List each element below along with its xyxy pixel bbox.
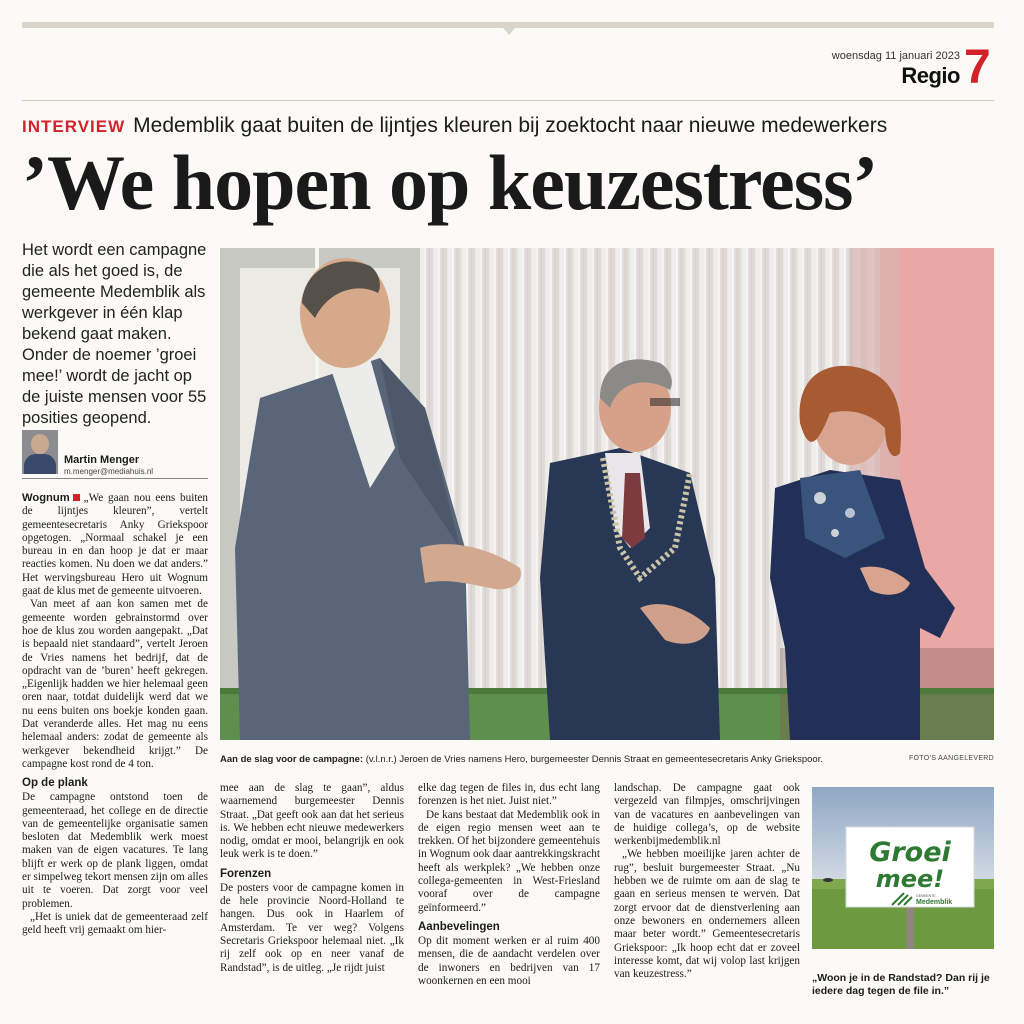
body-column-1 [22,492,208,938]
body-column-4 [614,782,800,981]
body-paragraph: De kans bestaat dat Medemblik ook in de eigen regio mensen weet aan te trekken. Of het bijzondere gemeentehuis in Wognum ook daar aantrekkingskracht heeft als werkplek? „We hebben onze collega-gemeenten in West-Friesland vooraf over de campagne geïnformeerd.” [418,808,600,914]
sign-photo-caption: „Woon je in de Randstad? Dan rij je iedere dag tegen de file in.” [812,972,990,997]
photo-caption: Aan de slag voor de campagne: (v.l.n.r.) Jeroen de Vries namens Hero, burgemeester Dennis Straat en gemeentesecretaris Anky Griekspoor. [220,754,823,765]
main-photo [220,248,994,740]
body-paragraph: „Het is uniek dat de gemeenteraad zelf geld heeft vrij gemaakt om hier- [22,910,208,937]
kicker-tag: INTERVIEW [22,117,126,136]
dateline-marker [73,494,80,501]
body-paragraph: landschap. De campagne gaat ook vergezeld van filmpjes, omschrijvingen van de vacatures en aanbevelingen van de huidige collega’s, op de website werkenbijmedemblik.nl [614,782,800,848]
sign-org: Medemblik [916,899,953,906]
body-paragraph: elke dag tegen de files in, dus echt lang forenzen is het niet. Juist niet.” [418,782,600,808]
body-paragraph: Wognum „We gaan nou eens buiten de lijntjes kleuren”, vertelt gemeentesecretaris Anky Griekspoor opgetogen. „Normaal schakel je een bureau in en dan hoop je dat er maar reacties komen. Nu doen we dat anders.” Het wervingsbureau Hero uit Wognum gaat de klus met de gemeente uitvoeren. [22,492,208,598]
body-column-2 [220,782,404,975]
sign-text-line1: Groei [869,837,951,868]
body-paragraph: Van meet af aan kon samen met de gemeente worden gebrainstormd over hoe de klus zou worden aangepakt. „Dat is bepaald niet standaard”, vertelt Jeroen de Vries namens het bedrijf, dat de opdracht van de ’buren’ heeft gekregen. „Eigenlijk hadden we hier helemaal geen oren naar, totdat duidelijk werd dat we nu eens buiten ons boekje konden gaan. Dat veranderde alles. Het mag nu eens helemaal anders: zodat de gemeente als werkgever bekendheid krijgt.” De campagne kost rond de 4 ton. [22,598,208,770]
sign-photo [812,787,994,949]
kicker [22,114,887,138]
intro-text: Het wordt een campagne die als het goed is, de gemeente Medemblik als werkgever in één klap bekend gaat maken. Onder de noemer ’groei mee!’ wordt de jacht op de juiste mensen voor 55 posities geopend. [22,241,207,427]
dateline: Wognum [22,492,70,504]
section-name: Regio [901,63,960,88]
sign-text-line2: mee! [875,865,945,893]
author-avatar [22,430,58,474]
author-email: m.menger@mediahuis.nl [64,467,154,476]
top-rule-marker [503,28,515,35]
body-paragraph: „We hebben moeilijke jaren achter de rug”, besluit burgemeester Straat. „Nu hebben we de ruimte om aan de slag te gaan en serieus mensen te werven. Dat zorgt ervoor dat de dienstverlening aan onze bewoners en ondernemers alleen maar beter wordt.” Gemeentesecretaris Griekspoor: „Ik hoop echt dat er zoveel interesse komt, dat wij volop last krijgen van keuzestress.” [614,848,800,981]
author-name: Martin Menger [64,454,140,466]
author-byline [22,428,208,479]
issue-date: woensdag 11 januari 2023 [831,50,960,62]
header-divider [22,100,994,101]
sign-org-small: GEMEENTE [916,894,936,898]
headline: ’We hopen op keuzestress’ [22,139,878,226]
subheading: Op de plank [22,777,88,790]
kicker-text: Medemblik gaat buiten de lijntjes kleuren bij zoektocht naar nieuwe medewerkers [133,114,888,137]
body-paragraph: De posters voor de campagne komen in de hele provincie Noord-Holland te hangen. Dus ook in Haarlem of Amsterdam. Te ver weg? Volgens Secretaris Griekspoor helemaal niet. „Ik rij zelf ook op en neer vanaf de Randstad”, is de uitleg. „Je rijdt juist [220,881,404,974]
page-number: 7 [964,41,991,94]
body-paragraph: Op dit moment werken er al ruim 400 mensen, die de aandacht verdelen over de inwoners en bedrijven van 17 woonkernen en een mooi [418,934,600,987]
subheading: Forenzen [220,867,272,880]
photo-credit: FOTO’S AANGELEVERD [908,755,994,762]
body-paragraph: De campagne ontstond toen de gemeenteraad, het college en de directie van de gemeentelijke organisatie samen besloten dat Medemblik werk moest maken van de eigen vacatures. Te lang blijft er werk op de plank liggen, omdat er simpelweg tekort mensen zijn om alles uit te voeren. Dat zorgt voor veel problemen. [22,791,208,910]
body-paragraph: mee aan de slag te gaan”, aldus waarnemend burgemeester Dennis Straat. „Dat geeft ook aan dat het serieus is. We hebben echt nieuwe medewerkers nodig, omdat er mooi, belangrijk en ook leuk werk is te doen.” [220,782,404,861]
subheading: Aanbevelingen [418,920,500,933]
body-column-3 [418,782,600,988]
